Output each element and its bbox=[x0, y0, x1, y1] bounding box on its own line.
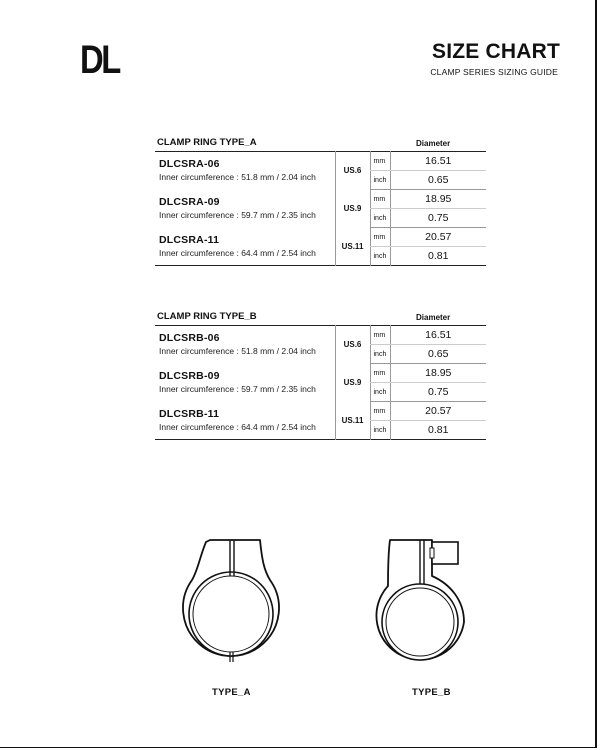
page-title: SIZE CHART bbox=[432, 40, 560, 63]
diameter-mm: 16.51 bbox=[390, 152, 486, 171]
diameter-mm: 20.57 bbox=[390, 402, 486, 421]
diameter-header: Diameter bbox=[416, 313, 451, 322]
section-header bbox=[155, 135, 486, 151]
diameter-inch: 0.81 bbox=[390, 247, 486, 266]
table-row bbox=[155, 190, 486, 209]
unit-mm: mm bbox=[370, 190, 390, 209]
diameter-inch: 0.65 bbox=[390, 171, 486, 190]
product-description: Inner circumference : 51.8 mm / 2.04 inch bbox=[159, 172, 316, 182]
section-title: CLAMP RING TYPE_B bbox=[157, 311, 257, 322]
us-size: US.11 bbox=[335, 228, 370, 266]
diameter-mm: 18.95 bbox=[390, 190, 486, 209]
unit-mm: mm bbox=[370, 228, 390, 247]
clamp-type-b-illustration bbox=[368, 530, 478, 670]
product-description: Inner circumference : 51.8 mm / 2.04 inch bbox=[159, 346, 316, 356]
diameter-inch: 0.75 bbox=[390, 209, 486, 228]
product-cell bbox=[155, 364, 335, 402]
unit-inch: inch bbox=[370, 171, 390, 190]
clamp-type-a-illustration bbox=[176, 530, 288, 670]
table-row bbox=[155, 152, 486, 171]
us-size: US.9 bbox=[335, 364, 370, 402]
type-b-label: TYPE_B bbox=[412, 687, 451, 698]
page-subtitle: CLAMP SERIES SIZING GUIDE bbox=[430, 67, 558, 77]
unit-mm: mm bbox=[370, 364, 390, 383]
us-size: US.6 bbox=[335, 152, 370, 190]
unit-mm: mm bbox=[370, 326, 390, 345]
product-cell bbox=[155, 402, 335, 440]
unit-mm: mm bbox=[370, 402, 390, 421]
diameter-inch: 0.65 bbox=[390, 345, 486, 364]
size-table-type-b bbox=[155, 309, 486, 440]
table-row bbox=[155, 364, 486, 383]
unit-mm: mm bbox=[370, 152, 390, 171]
product-description: Inner circumference : 64.4 mm / 2.54 inch bbox=[159, 421, 316, 432]
product-cell bbox=[155, 190, 335, 228]
product-name: DLCSRA-09 bbox=[159, 195, 220, 208]
size-table-type-a bbox=[155, 135, 486, 266]
us-size: US.11 bbox=[335, 402, 370, 440]
product-cell bbox=[155, 228, 335, 266]
type-a-label: TYPE_A bbox=[212, 687, 251, 698]
diameter-inch: 0.81 bbox=[390, 421, 486, 440]
size-table bbox=[155, 325, 486, 440]
product-description: Inner circumference : 64.4 mm / 2.54 inch bbox=[159, 247, 316, 258]
unit-inch: inch bbox=[370, 247, 390, 266]
size-table bbox=[155, 151, 486, 266]
product-cell bbox=[155, 152, 335, 190]
table-row bbox=[155, 402, 486, 421]
product-name: DLCSRB-06 bbox=[159, 332, 220, 344]
diameter-inch: 0.75 bbox=[390, 383, 486, 402]
unit-inch: inch bbox=[370, 209, 390, 228]
unit-inch: inch bbox=[370, 421, 390, 440]
product-description: Inner circumference : 59.7 mm / 2.35 inch bbox=[159, 383, 316, 394]
us-size: US.9 bbox=[335, 190, 370, 228]
table-row bbox=[155, 228, 486, 247]
diameter-mm: 16.51 bbox=[390, 326, 486, 345]
product-description: Inner circumference : 59.7 mm / 2.35 inch bbox=[159, 209, 316, 220]
product-name: DLCSRB-11 bbox=[159, 407, 220, 420]
unit-inch: inch bbox=[370, 383, 390, 402]
product-cell bbox=[155, 326, 335, 364]
product-name: DLCSRB-09 bbox=[159, 369, 220, 382]
diameter-mm: 18.95 bbox=[390, 364, 486, 383]
unit-inch: inch bbox=[370, 345, 390, 364]
product-name: DLCSRA-11 bbox=[159, 233, 220, 246]
diameter-mm: 20.57 bbox=[390, 228, 486, 247]
section-header bbox=[155, 309, 486, 325]
brand-logo: DL bbox=[80, 38, 119, 82]
us-size: US.6 bbox=[335, 326, 370, 364]
section-title: CLAMP RING TYPE_A bbox=[157, 137, 257, 148]
diameter-header: Diameter bbox=[416, 139, 451, 148]
product-name: DLCSRA-06 bbox=[159, 158, 220, 170]
table-row bbox=[155, 326, 486, 345]
